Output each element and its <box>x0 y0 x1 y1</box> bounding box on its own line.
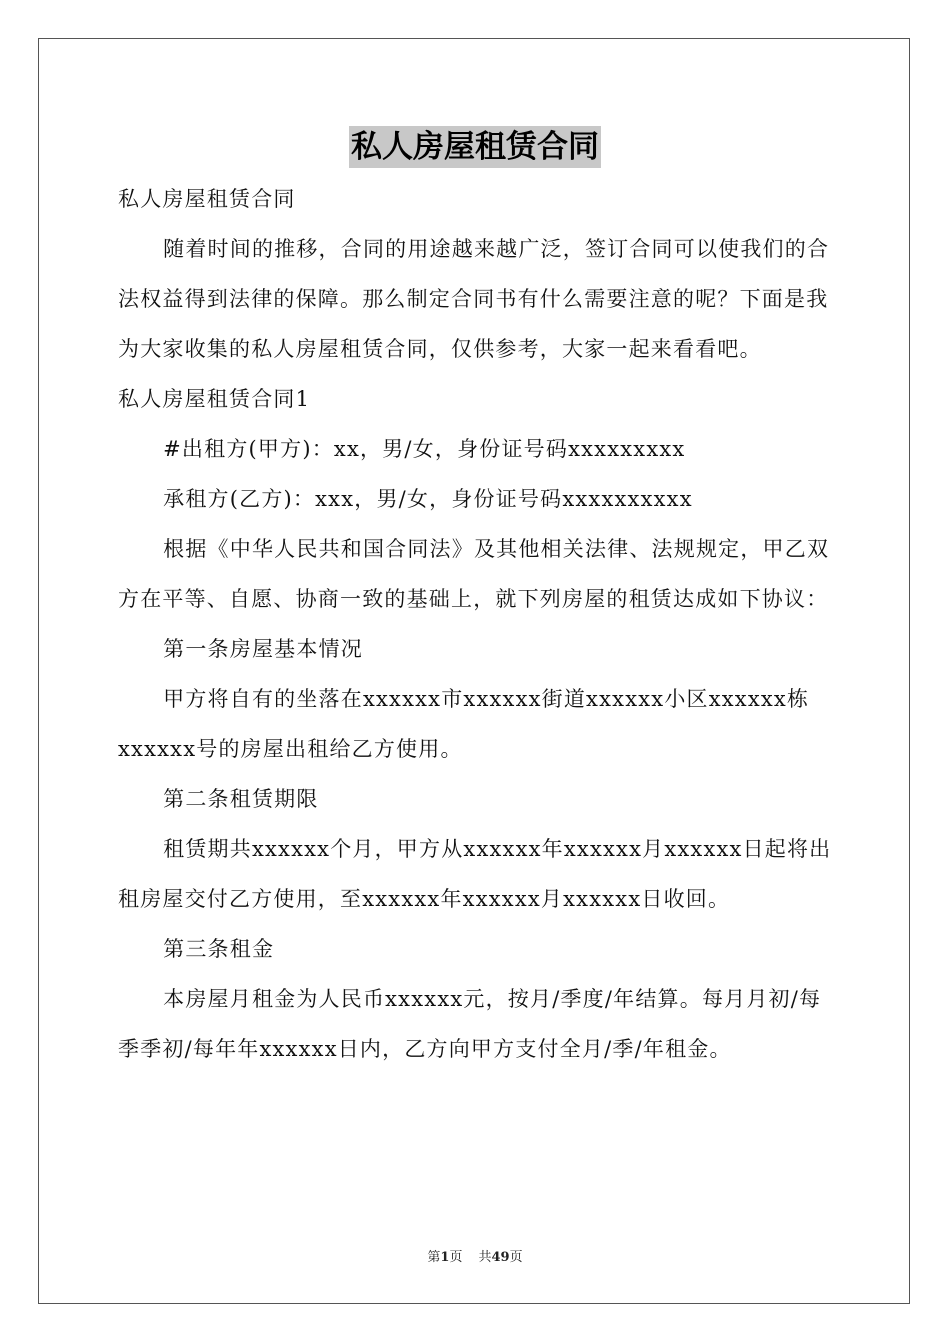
paragraph: 随着时间的推移，合同的用途越来越广泛，签订合同可以使我们的合法权益得到法律的保障。那么制定合同书有什么需要注意的呢？下面是我为大家收集的私人房屋租赁合同，仅供参考，大家一起来看看吧。 <box>118 237 830 361</box>
paragraph: 甲方将自有的坐落在xxxxxx市xxxxxx街道xxxxxx小区xxxxxx栋xxxxxx号的房屋出租给乙方使用。 <box>118 687 810 761</box>
page-suffix: 页 <box>449 1250 463 1265</box>
section-heading: 第三条租金 <box>163 937 275 961</box>
paragraph: #出租方(甲方)：xx，男/女，身份证号码xxxxxxxxx <box>163 437 686 461</box>
total-prefix: 共 <box>478 1250 492 1265</box>
document-body <box>118 174 840 1074</box>
total-pages: 49 <box>491 1250 510 1265</box>
page-number: 1 <box>440 1250 450 1265</box>
paragraph: 承租方(乙方)：xxx，男/女，身份证号码xxxxxxxxxx <box>163 487 693 511</box>
paragraph: 租赁期共xxxxxx个月，甲方从xxxxxx年xxxxxx月xxxxxx日起将出租房屋交付乙方使用，至xxxxxx年xxxxxx月xxxxxx日收回。 <box>118 837 832 911</box>
page-footer <box>0 1246 950 1265</box>
page-prefix: 第 <box>427 1250 441 1265</box>
section-heading: 第二条租赁期限 <box>163 787 319 811</box>
paragraph: 私人房屋租赁合同 <box>118 187 296 211</box>
section-heading: 第一条房屋基本情况 <box>163 637 363 661</box>
title-container <box>0 126 950 168</box>
total-suffix: 页 <box>509 1250 523 1265</box>
paragraph: 本房屋月租金为人民币xxxxxx元，按月/季度/年结算。每月月初/每季季初/每年年xxxxxx日内，乙方向甲方支付全月/季/年租金。 <box>118 987 822 1061</box>
paragraph: 根据《中华人民共和国合同法》及其他相关法律、法规规定，甲乙双方在平等、自愿、协商一致的基础上，就下列房屋的租赁达成如下协议： <box>118 537 830 611</box>
paragraph: 私人房屋租赁合同1 <box>118 387 311 411</box>
document-title: 私人房屋租赁合同 <box>349 126 601 168</box>
